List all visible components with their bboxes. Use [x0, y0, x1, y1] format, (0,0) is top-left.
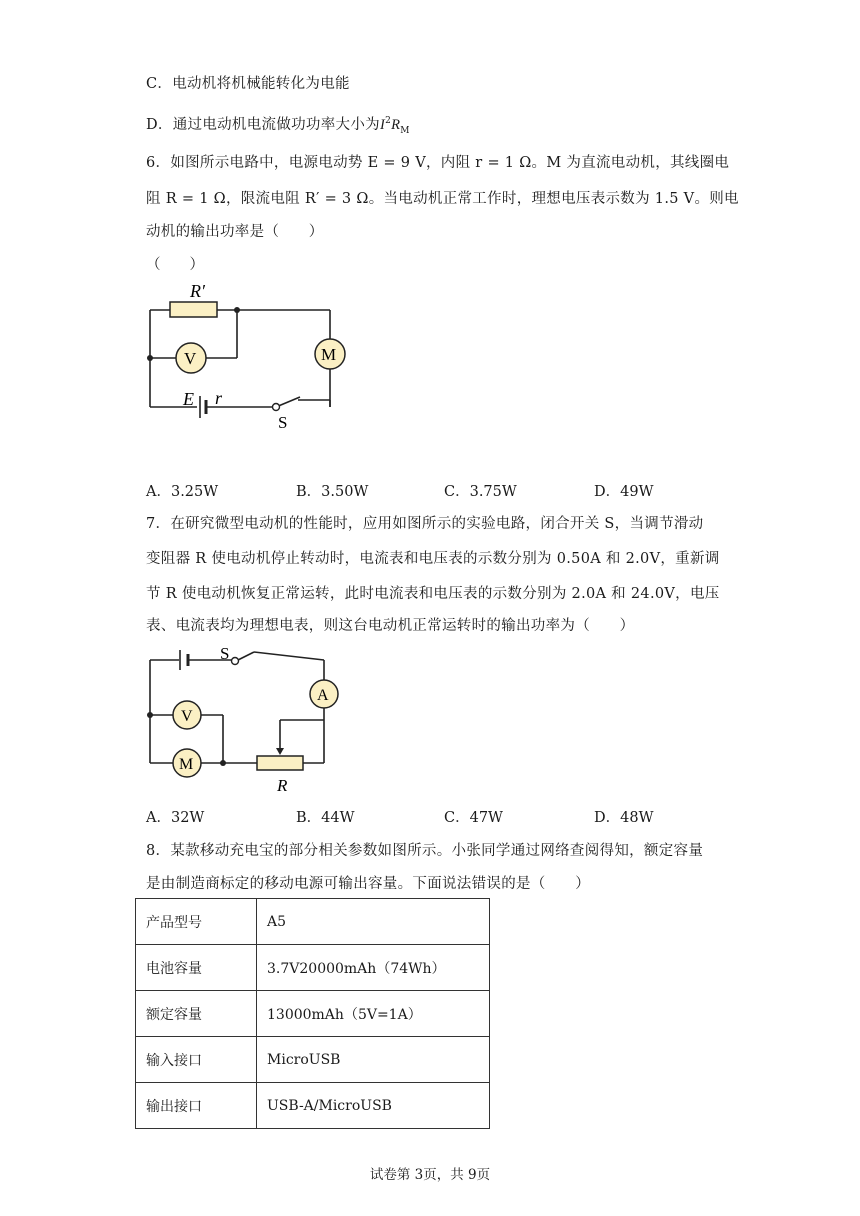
q8-parameter-table — [135, 898, 490, 1129]
q6-label-rprime: R′ — [190, 281, 205, 301]
page-footer: 试卷第 3页，共 9页 — [369, 1167, 491, 1183]
q7-rheostat — [257, 756, 303, 770]
q6-line-4: （ ） — [146, 257, 204, 273]
q7-junction-left — [147, 712, 153, 718]
table-row — [136, 899, 490, 945]
q6-choice-b[interactable]: B．3.50W — [296, 484, 369, 500]
q6-circuit-diagram — [140, 280, 360, 435]
table-cell-value: 13000mAh（5V=1A） — [257, 991, 490, 1037]
q7-slider-arrow — [276, 748, 284, 755]
formula-sub: M — [400, 125, 410, 136]
table-cell-label: 额定容量 — [136, 991, 257, 1037]
q7-line-1: 7．在研究微型电动机的性能时，应用如图所示的实验电路，闭合开关 S，当调节滑动 — [146, 516, 704, 532]
q7-line-4: 表、电流表均为理想电表，则这台电动机正常运转时的输出功率为（ ） — [146, 618, 635, 634]
q7-choice-a[interactable]: A．32W — [146, 810, 205, 826]
table-cell-value: MicroUSB — [257, 1037, 490, 1083]
q7-switch-terminal — [232, 658, 239, 665]
q5-option-d-text: D．通过电动机电流做功功率大小为 — [146, 117, 380, 133]
q7-label-m: M — [179, 756, 194, 773]
q6-label-v: V — [184, 349, 197, 368]
q6-label-s: S — [278, 413, 288, 432]
q7-choice-b[interactable]: B．44W — [296, 810, 355, 826]
table-row — [136, 991, 490, 1037]
q7-choice-d[interactable]: D．48W — [594, 810, 654, 826]
q7-line-2: 变阻器 R 使电动机停止转动时，电流表和电压表的示数分别为 0.50A 和 2.0V，重新调 — [146, 551, 720, 567]
q6-line-1: 6．如图所示电路中，电源电动势 E = 9 V，内阻 r = 1 Ω。M 为直流电动机，其线圈电 — [146, 155, 730, 171]
q7-label-r: R — [277, 776, 288, 795]
q7-label-v: V — [181, 708, 193, 725]
q6-junction-top — [234, 307, 240, 313]
q5-option-c: C．电动机将机械能转化为电能 — [146, 76, 350, 92]
table-row — [136, 945, 490, 991]
q5-option-d — [146, 113, 410, 136]
q7-choices — [146, 806, 706, 826]
table-cell-label: 输出接口 — [136, 1083, 257, 1129]
q6-junction-left — [147, 355, 153, 361]
formula-r: R — [391, 117, 401, 133]
q6-line-2: 阻 R = 1 Ω，限流电阻 R′ = 3 Ω。当电动机正常工作时，理想电压表示数为 1.5 V。则电 — [146, 191, 739, 207]
table-cell-label: 输入接口 — [136, 1037, 257, 1083]
table-cell-value: USB-A/MicroUSB — [257, 1083, 490, 1129]
q6-choice-a[interactable]: A．3.25W — [146, 484, 219, 500]
q7-choice-c[interactable]: C．47W — [444, 810, 503, 826]
formula-i: I — [379, 117, 386, 133]
table-cell-value: 3.7V20000mAh（74Wh） — [257, 945, 490, 991]
q6-line-3: 动机的输出功率是（ ） — [146, 224, 324, 240]
q6-label-r: r — [215, 388, 223, 408]
q8-line-1: 8．某款移动充电宝的部分相关参数如图所示。小张同学通过网络查阅得知，额定容量 — [146, 843, 704, 859]
q7-label-a: A — [317, 687, 329, 704]
q7-line-3: 节 R 使电动机恢复正常运转，此时电流表和电压表的示数分别为 2.0A 和 24.0V，电压 — [146, 586, 720, 602]
formula-sup: 2 — [385, 116, 392, 127]
q6-choices — [146, 480, 706, 500]
q6-label-e: E — [183, 389, 194, 409]
table-row — [136, 1083, 490, 1129]
q8-line-2: 是由制造商标定的移动电源可输出容量。下面说法错误的是（ ） — [146, 876, 590, 892]
table-cell-label: 电池容量 — [136, 945, 257, 991]
q6-choice-d[interactable]: D．49W — [594, 484, 654, 500]
table-cell-label: 产品型号 — [136, 899, 257, 945]
q6-choice-c[interactable]: C．3.75W — [444, 484, 517, 500]
table-row — [136, 1037, 490, 1083]
q6-resistor-rprime — [170, 302, 217, 317]
q7-junction-bottom — [220, 760, 226, 766]
q7-label-s: S — [220, 644, 230, 663]
q6-switch-terminal — [273, 404, 280, 411]
q6-label-m: M — [321, 345, 337, 364]
q7-circuit-diagram — [140, 640, 350, 800]
table-cell-value: A5 — [257, 899, 490, 945]
